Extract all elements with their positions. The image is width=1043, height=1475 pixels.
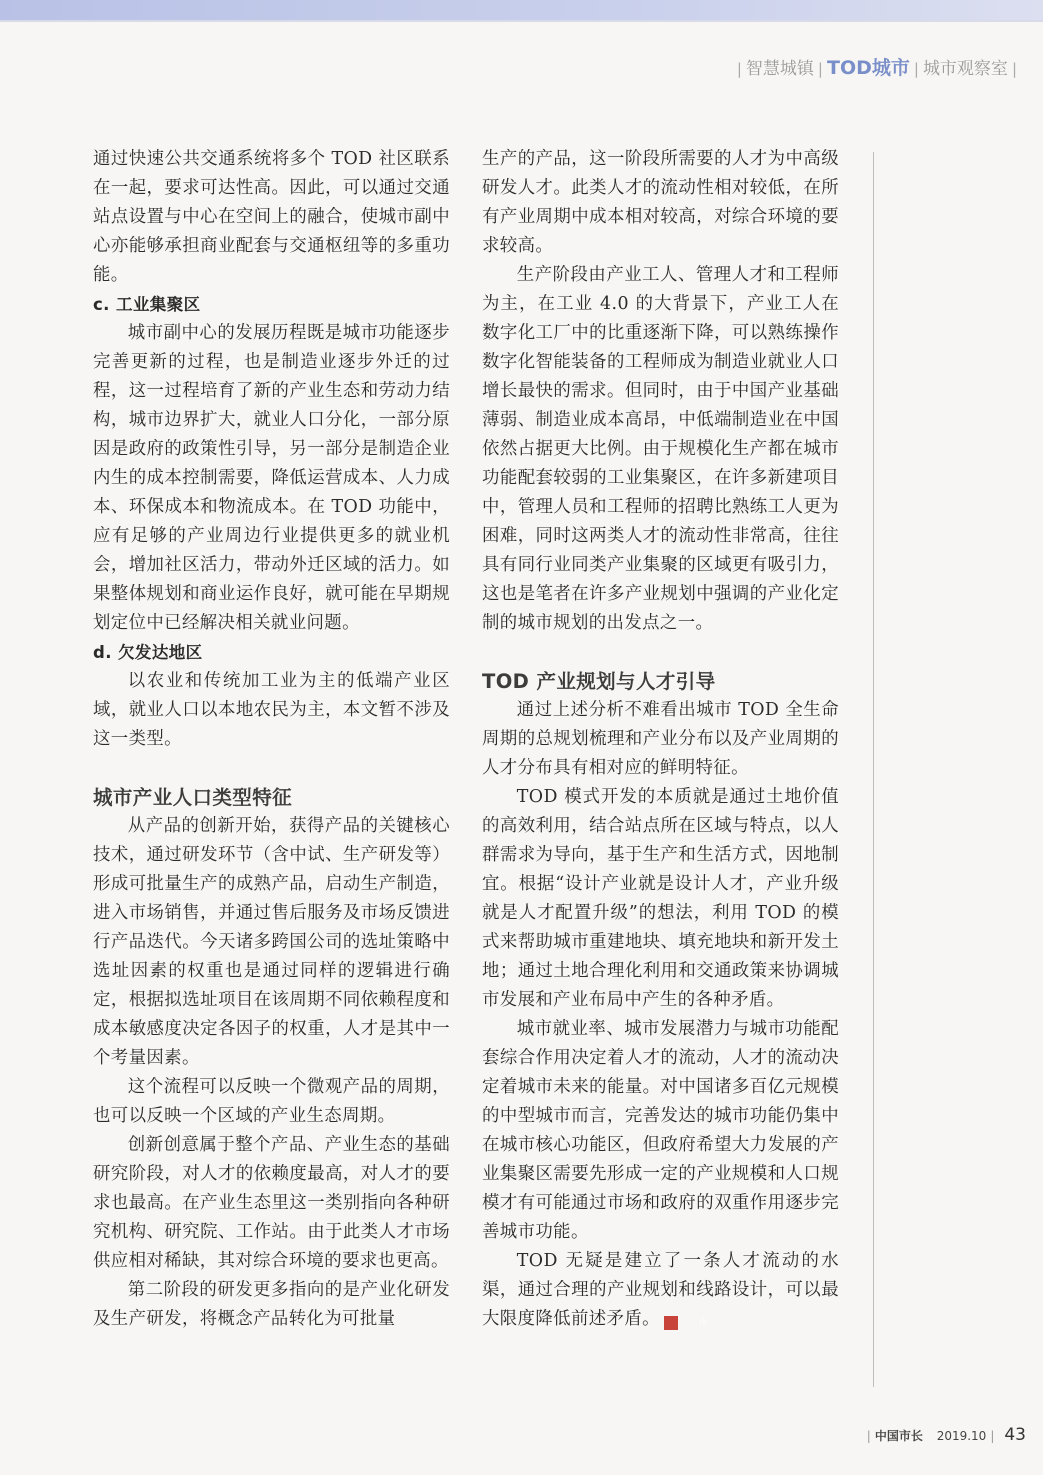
page-number: 43 xyxy=(1004,1425,1026,1445)
right-column xyxy=(482,145,839,1334)
paragraph: 这个流程可以反映一个微观产品的周期，也可以反映一个区域的产业生态周期。 xyxy=(93,1077,450,1126)
paragraph: 城市副中心的发展历程既是城市功能逐步完善更新的过程，也是制造业逐步外迁的过程，这一过程培育了新的产业生态和劳动力结构，城市边界扩大，就业人口分化，一部分原因是政府的政策性引导，另一部分是制造企业内生的成本控制需要，降低运营成本、人力成本、环保成本和物流成本。在 TOD 功能中，应有足够的产业周边行业提供更多的就业机会，增加社区活力，带动外迁区域的活力。如果整体规划和商业运作良好，就可能在早期规划定位中已经解决相关就业问题。 xyxy=(93,323,450,633)
column-rule xyxy=(873,152,874,1387)
paragraph-last xyxy=(482,1247,839,1334)
paragraph: 通过快速公共交通系统将多个 TOD 社区联系在一起，要求可达性高。因此，可以通过交通站点设置与中心在空间上的融合，使城市副中心亦能够承担商业配套与交通枢纽等的多重功能。 xyxy=(93,149,450,285)
paragraph: 从产品的创新开始，获得产品的关键核心技术，通过研发环节（含中试、生产研发等）形成可批量生产的成熟产品，启动生产制造，进入市场销售，并通过售后服务及市场反馈进行产品迭代。今天诸多跨国公司的选址策略中选址因素的权重也是通过同样的逻辑进行确定，根据拟选址项目在该周期不同依赖程度和成本敏感度决定各因子的权重，人才是其中一个考量因素。 xyxy=(93,816,450,1068)
section-gap xyxy=(482,638,839,667)
top-band-divider xyxy=(0,20,1043,22)
paragraph: 创新创意属于整个产品、产业生态的基础研究阶段，对人才的依赖度最高，对人才的要求也最高。在产业生态里这一类别指向各种研究机构、研究院、工作站。由于此类人才市场供应相对稀缺，其对综合环境的要求也更高。 xyxy=(93,1135,450,1271)
subsection-heading-d: d. 欠发达地区 xyxy=(93,643,203,662)
paragraph: 以农业和传统加工业为主的低端产业区域，就业人口以本地农民为主，本文暂不涉及这一类型。 xyxy=(93,671,450,749)
nav-separator: | xyxy=(736,60,742,78)
paragraph-text: TOD 无疑是建立了一条人才流动的水渠，通过合理的产业规划和线路设计，可以最大限度降低前述矛盾。 xyxy=(482,1251,839,1329)
publication-name: 中国市长 xyxy=(874,1429,923,1443)
footer-separator: | xyxy=(990,1429,995,1443)
section-nav xyxy=(733,53,1021,80)
nav-separator: | xyxy=(913,60,919,78)
left-column xyxy=(93,145,450,1334)
paragraph: TOD 模式开发的本质就是通过土地价值的高效利用，结合站点所在区域与特点，以人群需求为导向，基于生产和生活方式，因地制宜。根据“设计产业就是设计人才，产业升级就是人才配置升级”的想法，利用 TOD 的模式来帮助城市重建地块、填充地块和新开发土地；通过土地合理化利用和交通政策来协调城市发展和产业布局中产生的各种矛盾。 xyxy=(482,787,839,1010)
section-heading: TOD 产业规划与人才引导 xyxy=(482,670,716,693)
paragraph: 通过上述分析不难看出城市 TOD 全生命周期的总规划梳理和产业分布以及产业周期的人才分布具有相对应的鲜明特征。 xyxy=(482,700,839,778)
paragraph: 第二阶段的研发更多指向的是产业化研发及生产研发，将概念产品转化为可批量 xyxy=(93,1280,450,1329)
top-color-band xyxy=(0,0,1043,20)
paragraph: 城市就业率、城市发展潜力与城市功能配套综合作用决定着人才的流动，人才的流动决定着城市未来的能量。对中国诸多百亿元规模的中型城市而言，完善发达的城市功能仍集中在城市核心功能区，但政府希望大力发展的产业集聚区需要先形成一定的产业规模和人口规模才有可能通过市场和政府的双重作用逐步完善城市功能。 xyxy=(482,1019,839,1242)
paragraph: 生产阶段由产业工人、管理人才和工程师为主，在工业 4.0 的大背景下，产业工人在数字化工厂中的比重逐渐下降，可以熟练操作数字化智能装备的工程师成为制造业就业人口增长最快的需求。但同时，由于中国产业基础薄弱、制造业成本高昂，中低端制造业在中国依然占据更大比例。由于规模化生产都在城市功能配套较弱的工业集聚区，在许多新建项目中，管理人员和工程师的招聘比熟练工人更为困难，同时这两类人才的流动性非常高，往往具有同行业同类产业集聚的区域更有吸引力，这也是笔者在许多产业规划中强调的产业化定制的城市规划的出发点之一。 xyxy=(482,265,839,633)
footer-separator: | xyxy=(866,1429,871,1443)
nav-separator: | xyxy=(1011,60,1017,78)
nav-item-city-observatory: 城市观察室 xyxy=(922,59,1008,79)
nav-separator: | xyxy=(817,60,823,78)
nav-item-tod-city: TOD城市 xyxy=(826,57,910,79)
page-footer xyxy=(863,1425,1026,1445)
subsection-heading-c: c. 工业集聚区 xyxy=(93,295,201,314)
paragraph: 生产的产品，这一阶段所需要的人才为中高级研发人才。此类人才的流动性相对较低，在所有产业周期中成本相对较高，对综合环境的要求较高。 xyxy=(482,149,839,256)
nav-item-smart-town: 智慧城镇 xyxy=(745,59,814,79)
end-mark-icon: 市 xyxy=(664,1316,678,1330)
section-heading: 城市产业人口类型特征 xyxy=(93,786,293,809)
section-gap xyxy=(93,754,450,783)
issue-date: 2019.10 xyxy=(936,1429,987,1443)
